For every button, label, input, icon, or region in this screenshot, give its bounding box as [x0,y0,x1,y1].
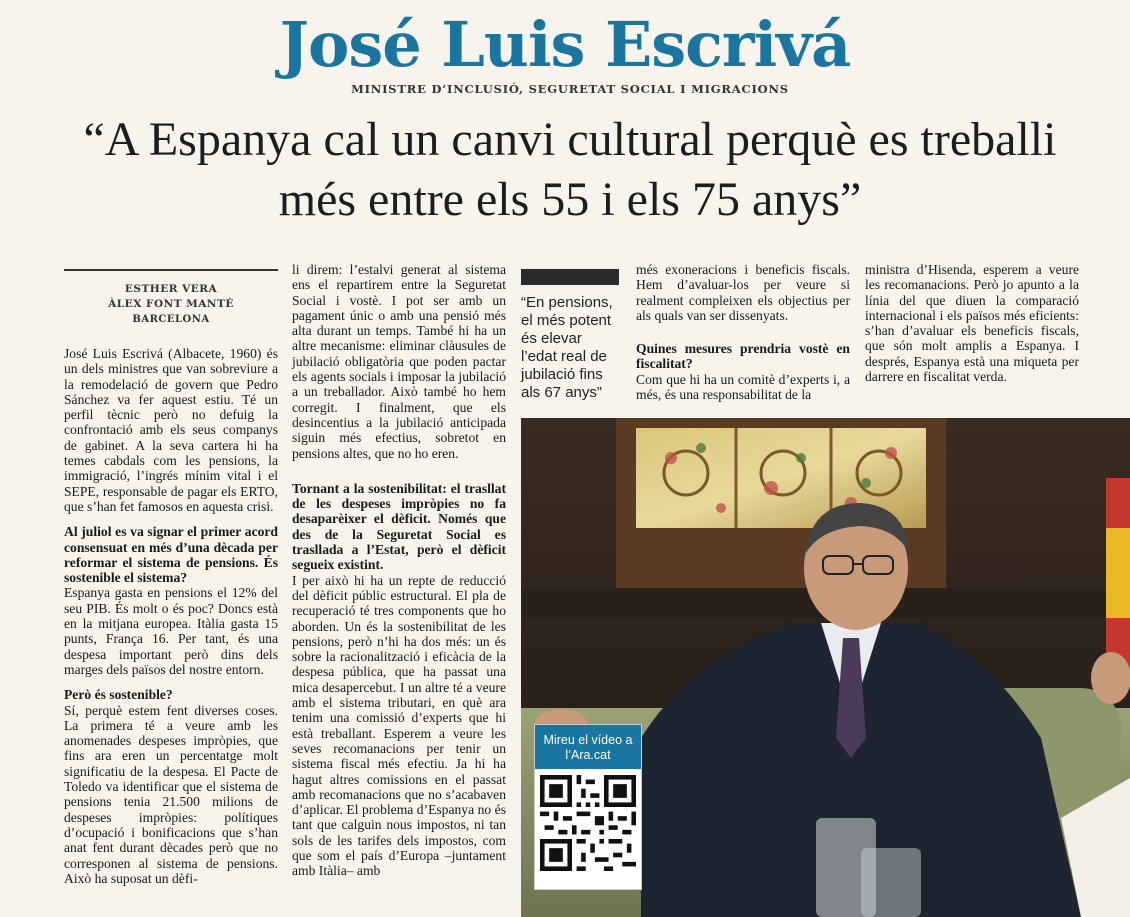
question: Quines mesures prendria vostè en fiscalitat? [636,341,850,372]
qr-code-icon[interactable] [540,775,636,871]
question: Tornant a la sostenibilitat: el trasllat de les despeses impròpies no fa desaparèixer el dèficit. Només que des de la Seguretat Social es trasllada a l’Estat, però el dèficit segueix existint. [292,480,506,573]
pullquote: “En pensions, el més potent és elevar l’edat real de jubilació fins als 67 anys” [521,294,613,401]
article-column-4 [865,262,1079,384]
answer: I per això hi ha un repte de reducció del dèficit públic estructural. El pla de recuperació té tres components que ho aborden. Un és la sostenibilitat de les pensions, però n’hi ha dos més: un és sobre la racionalització i eficàcia de la despesa pública, que ha passat una mica desapercebut. I un altre té a veure amb el sistema tributari, en què ara tenim una comissió d’experts que hi està treballant. Esperem a veure les seves recomanacions per tenir un sistema fiscal més efectiu. Ja hi ha hagut altres comissions en el passat amb recomanacions que no s’acabaven d’aplicar. El problema d’Espanya no és tant que calguin nous impostos, ni tan sols de les tarifes dels impostos, com que som el país d’Europa –juntament amb Itàlia– amb [292,572,506,879]
paragraph: ministra d’Hisenda, esperem a veure les recomanacions. Però jo apunto a la línia del que diuen la comparació internacional i els països més eficients: s’han d’avaluar els beneficis fiscals, que són molt amplis a Espanya. I després, Espanya està una miqueta per darrere en fiscalitat verda. [865,262,1079,385]
headline: “A Espanya cal un canvi cultural perquè es treballi més entre els 55 i els 75 anys” [83,113,1057,226]
answer: Sí, perquè estem fent diverses coses. La primera té a veure amb les anomenades despeses impròpies, que fins ara eren un percentatge molt significatiu de la despesa. El Pacte de Toledo va identificar que el sistema de pensions tenia 21.500 milions de despeses impròpies: polítiques d’ocupació i bonificacions que s’han anat fent durant dècades però que no corresponen al sistema de pensions. Això ha suposat un dèfi- [64,702,278,886]
person-role: MINISTRE D’INCLUSIÓ, SEGURETAT SOCIAL I MIGRACIONS [351,82,789,96]
byline-rule [64,269,278,271]
answer: Espanya gasta en pensions el 12% del seu PIB. És molt o és poc? Doncs està en la mitjana europea. Itàlia gasta 15 punts, França 16. Per tant, és una despesa important però dins dels marges dels països del nostre entorn. [64,585,278,677]
person-name: José Luis Escrivá [279,8,851,81]
author-1: ESTHER VERA [124,283,218,295]
answer: Com que hi ha un comitè d’experts i, a més, és una responsabilitat de la [636,371,850,403]
paragraph: més exoneracions i beneficis fiscals. Hem d’avaluar-los per veure si realment compleixen els objectius per als quals van ser dissenyats. [636,262,850,323]
question: Però és sostenible? [64,687,173,703]
byline-location: BARCELONA [132,314,210,325]
video-qr-box[interactable] [534,724,642,890]
pullquote-bar [521,269,619,285]
article-column-2 [292,262,506,879]
author-2: ÀLEX FONT MANTÉ [108,298,234,310]
qr-label: Mireu el vídeo a l’Ara.cat [535,725,641,769]
article-column-3 [636,262,850,402]
paragraph: li direm: l’estalvi generat al sistema ens el repartirem entre la Seguretat Social i vostè. I pot ser amb un pagament únic o amb una pensió més alta durant un temps. També hi ha un altre mecanisme: eliminar clàusules de jubilació obligatòria que poden pactar els agents socials i imposar la jubilació a un treballador. Això també ho hem corregit. I finalment, que els desincentius a la jubilació anticipada siguin més efectius, sobretot en pensions altes, que no ho eren. [292,262,506,461]
byline [64,282,278,327]
question: Al juliol es va signar el primer acord consensuat en més d’una dècada per reformar el sistema de pensions. És sostenible el sistema? [64,524,278,586]
intro-paragraph: José Luis Escrivá (Albacete, 1960) és un dels ministres que van sobreviure a la remodelació de govern que Pedro Sánchez va fer aquest estiu. Té un perfil tècnic però no defuig la confrontació amb els seus companys de gabinet. A la seva cartera hi ha temes cabdals com les pensions, la immigració, l’ingrés mínim vital i el SEPE, responsable de pagar els ERTO, que s’han fet famosos en aquesta crisi. [64,346,278,514]
